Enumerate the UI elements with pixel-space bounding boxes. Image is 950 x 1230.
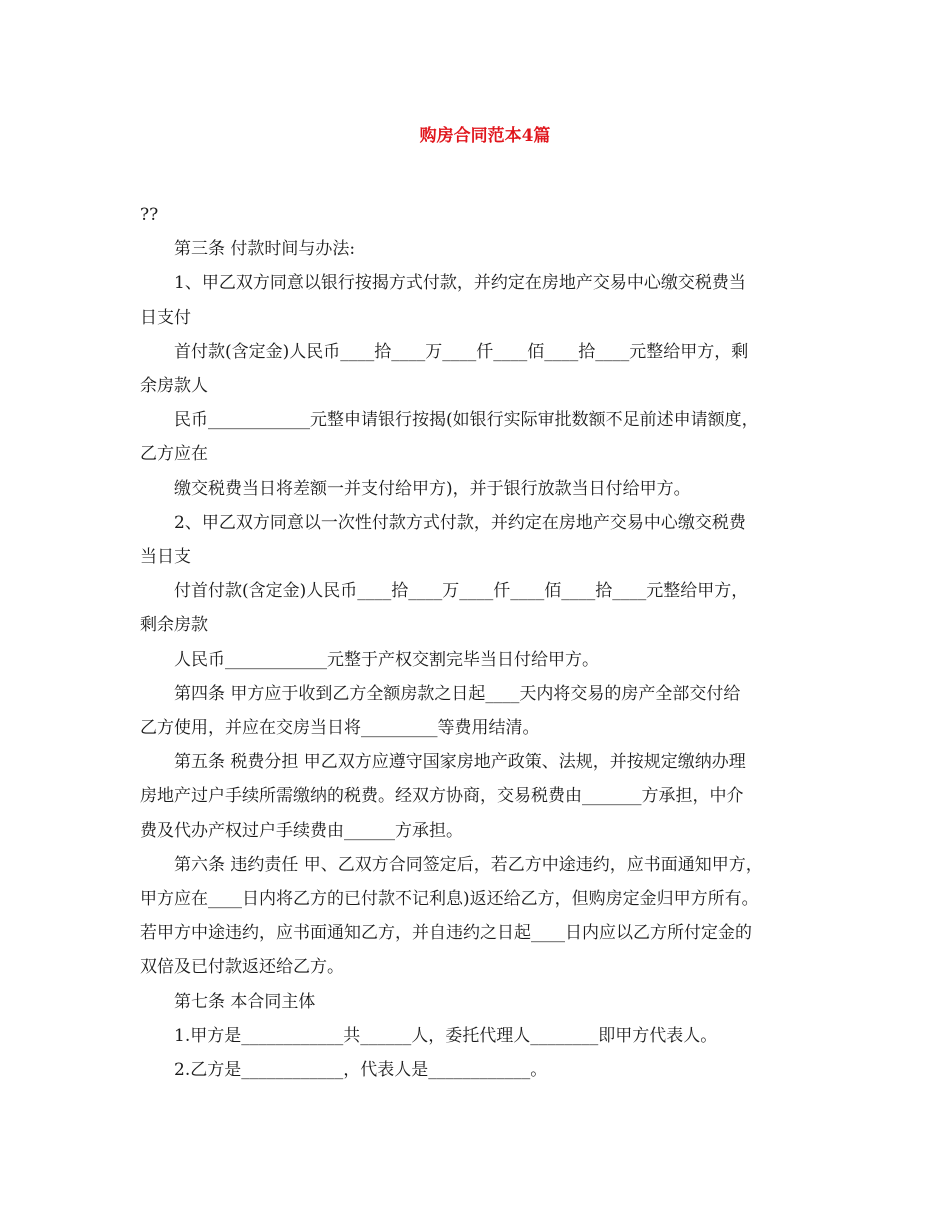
text-line: 余房款人 <box>140 376 208 397</box>
text-line: 剩余房款 <box>140 615 208 636</box>
text-line: 2.乙方是____________，代表人是____________。 <box>174 1060 548 1081</box>
text-line: 人民币____________元整于产权交割完毕当日付给甲方。 <box>174 649 599 670</box>
text-line: 1、甲乙双方同意以银行按揭方式付款，并约定在房地产交易中心缴交税费当 <box>174 273 746 294</box>
text-line: 首付款(含定金)人民币____拾____万____仟____佰____拾____元整给甲方，剩 <box>174 341 749 362</box>
text-line: 乙方应在 <box>140 444 208 465</box>
text-line: 当日支 <box>140 547 191 568</box>
text-line: 付首付款(含定金)人民币____拾____万____仟____佰____拾____元整给甲方， <box>174 581 749 602</box>
document-body <box>140 198 830 1087</box>
text-line: 费及代办产权过户手续费由______方承担。 <box>140 820 463 841</box>
text-line: 1.甲方是____________共______人，委托代理人________即甲方代表人。 <box>174 1025 718 1046</box>
text-line: 第三条 付款时间与办法: <box>174 239 356 260</box>
text-line: 乙方使用，并应在交房当日将_________等费用结清。 <box>140 718 540 739</box>
text-line: 房地产过户手续所需缴纳的税费。经双方协商，交易税费由_______方承担，中介 <box>140 786 744 807</box>
text-line: 甲方应在____日内将乙方的已付款不记利息)返还给乙方，但购房定金归甲方所有。 <box>140 889 759 910</box>
text-line: 第五条 税费分担 甲乙双方应遵守国家房地产政策、法规，并按规定缴纳办理 <box>174 752 746 773</box>
document-title: 购房合同范本4篇 <box>419 126 551 146</box>
text-line: 第七条 本合同主体 <box>174 991 316 1012</box>
text-line: 第四条 甲方应于收到乙方全额房款之日起____天内将交易的房产全部交付给 <box>174 683 741 704</box>
text-line: 缴交税费当日将差额一并支付给甲方)，并于银行放款当日付给甲方。 <box>174 478 691 499</box>
text-line: 第六条 违约责任 甲、乙双方合同签定后，若乙方中途违约，应书面通知甲方， <box>174 854 763 875</box>
text-line: 2、甲乙双方同意以一次性付款方式付款，并约定在房地产交易中心缴交税费 <box>174 512 746 533</box>
text-line: 若甲方中途违约，应书面通知乙方，并自违约之日起____日内应以乙方所付定金的 <box>140 923 752 944</box>
text-line: 日支付 <box>140 307 191 328</box>
text-line: 民币____________元整申请银行按揭(如银行实际审批数额不足前述申请额度， <box>174 410 759 431</box>
text-line: ?? <box>140 205 159 225</box>
text-line: 双倍及已付款返还给乙方。 <box>140 957 344 978</box>
